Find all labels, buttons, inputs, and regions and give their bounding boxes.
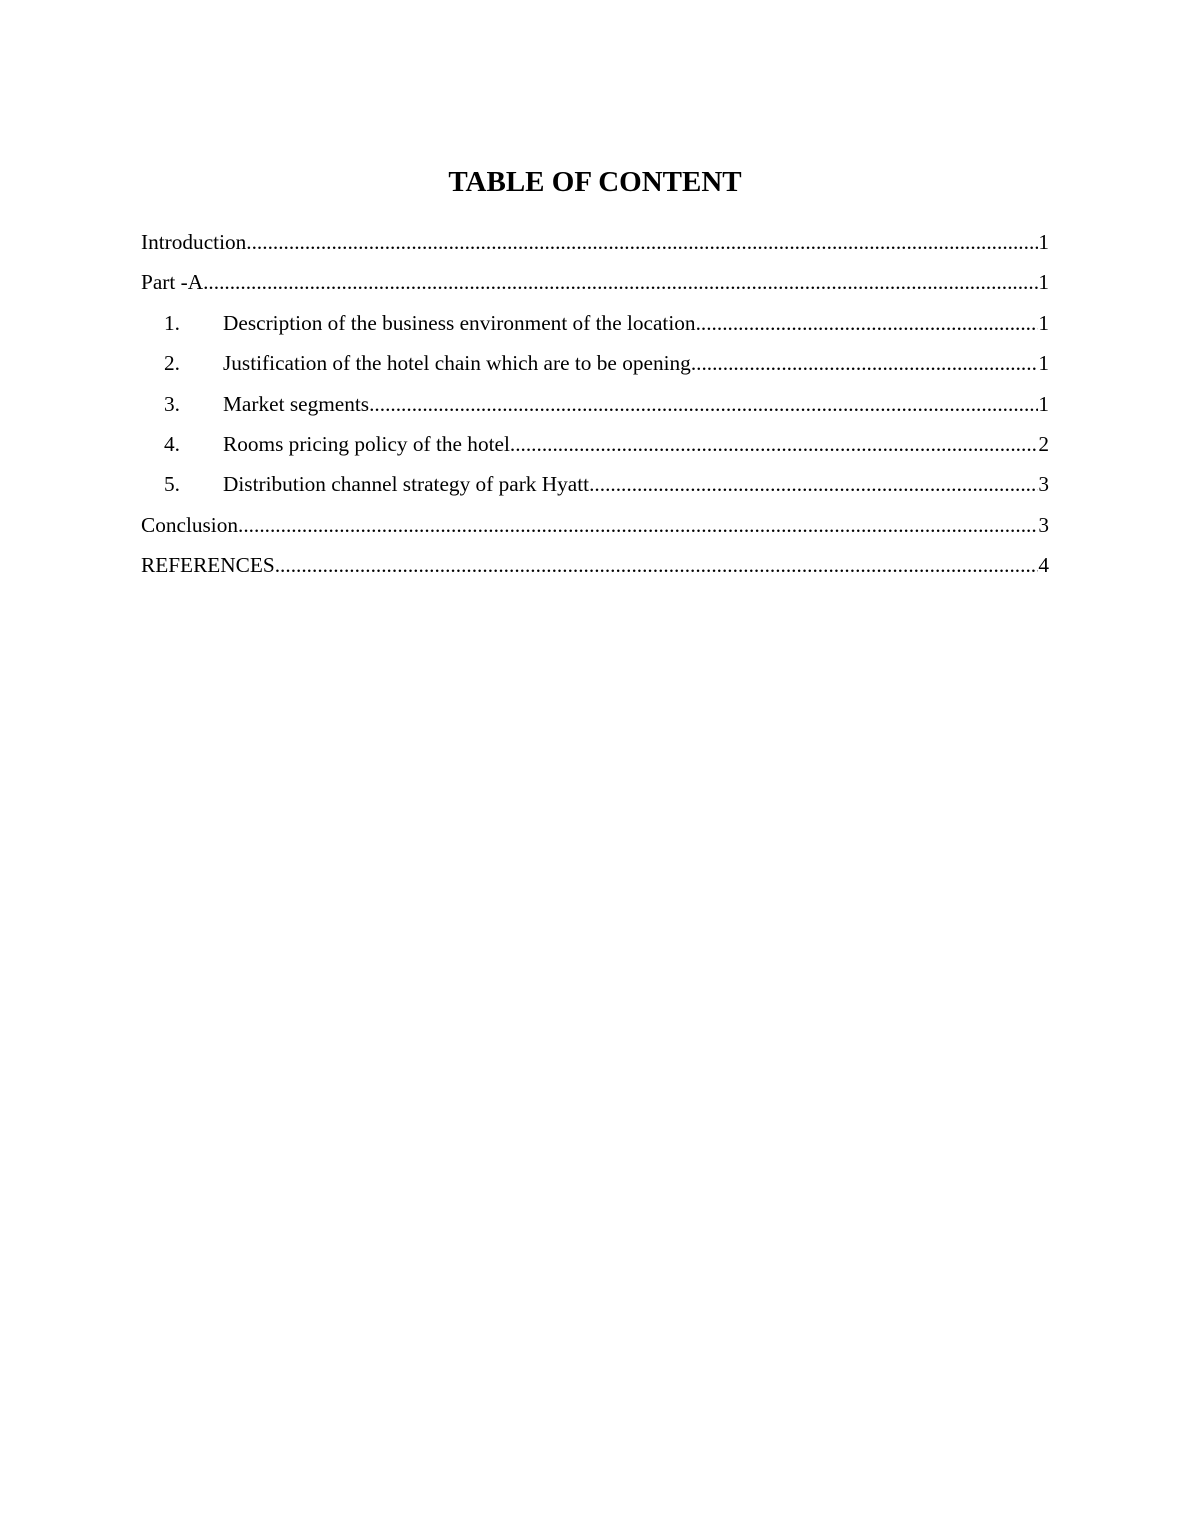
toc-entry-page-number: 3 — [1038, 472, 1049, 497]
toc-entry-page-number: 3 — [1038, 512, 1049, 537]
toc-entry-references[interactable] — [141, 545, 1049, 585]
toc-dot-leader — [589, 464, 1038, 504]
toc-entry-number: 5. — [164, 472, 180, 497]
toc-entry-page-number: 1 — [1038, 391, 1049, 416]
toc-entry-page-number: 1 — [1038, 230, 1049, 254]
toc-dot-leader — [246, 222, 1038, 262]
toc-entry-rooms-pricing-policy[interactable] — [141, 424, 1049, 464]
toc-dot-leader — [238, 505, 1038, 545]
toc-entry-market-segments[interactable] — [141, 384, 1049, 424]
toc-entry-number: 2. — [164, 351, 180, 376]
toc-entry-page-number: 4 — [1038, 553, 1049, 578]
toc-dot-leader — [696, 303, 1039, 343]
toc-dot-leader — [203, 262, 1038, 302]
toc-entry-number: 3. — [164, 391, 180, 416]
toc-entry-number: 1. — [164, 310, 180, 335]
toc-entry-distribution-channel-strategy[interactable] — [141, 464, 1049, 504]
toc-entry-introduction[interactable] — [141, 222, 1049, 262]
toc-entry-label: Rooms pricing policy of the hotel — [223, 431, 510, 456]
toc-entry-label: Distribution channel strategy of park Hyatt — [223, 472, 590, 497]
toc-entry-page-number: 1 — [1038, 351, 1049, 376]
toc-entry-label: Conclusion — [141, 512, 239, 537]
toc-entry-label: Market segments — [223, 391, 370, 416]
toc-entry-hotel-chain-justification[interactable] — [141, 343, 1049, 383]
toc-entry-page-number: 1 — [1038, 270, 1049, 295]
toc-entry-part-a[interactable] — [141, 262, 1049, 302]
toc-dot-leader — [369, 384, 1038, 424]
toc-list — [141, 222, 1049, 586]
toc-entry-label: Description of the business environment of the location — [223, 310, 696, 335]
toc-entry-label: Justification of the hotel chain which are to be opening — [223, 351, 691, 376]
toc-entry-business-environment[interactable] — [141, 303, 1049, 343]
toc-entry-label: Part -A — [141, 270, 204, 295]
toc-dot-leader — [691, 343, 1039, 383]
toc-title: TABLE OF CONTENT — [448, 166, 742, 198]
toc-entry-page-number: 1 — [1038, 310, 1049, 335]
toc-dot-leader — [275, 545, 1039, 585]
toc-entry-page-number: 2 — [1038, 431, 1049, 456]
toc-entry-label: REFERENCES — [141, 553, 275, 578]
toc-entry-number: 4. — [164, 431, 180, 456]
toc-dot-leader — [510, 424, 1038, 464]
toc-entry-conclusion[interactable] — [141, 505, 1049, 545]
toc-entry-label: Introduction — [141, 230, 247, 254]
